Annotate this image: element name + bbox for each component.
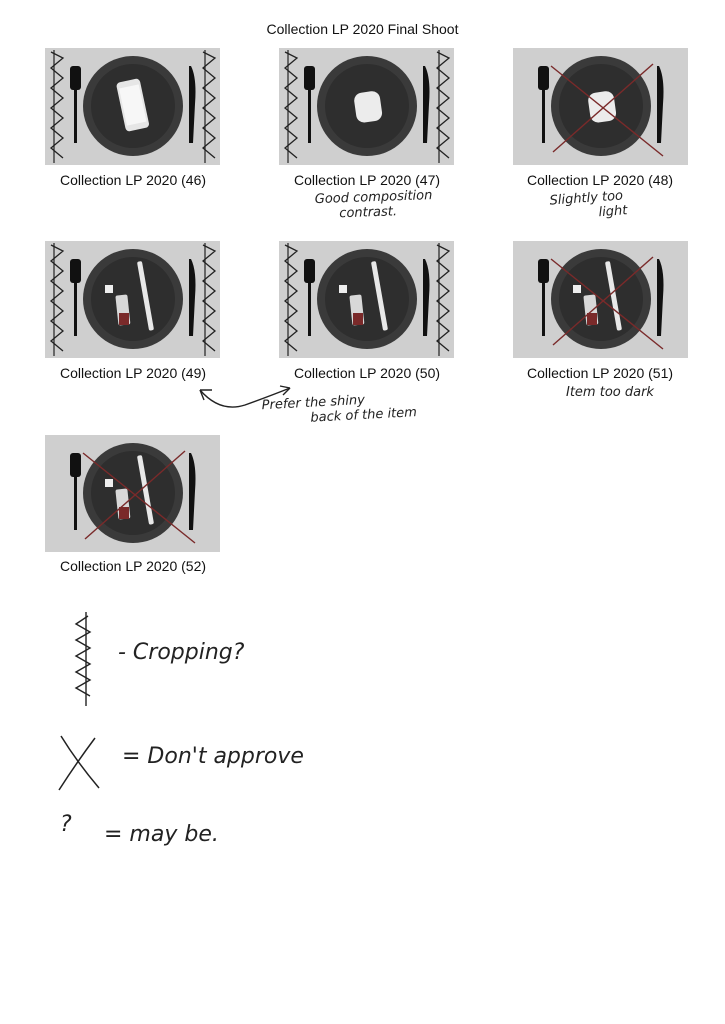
plate (325, 257, 409, 341)
photo-image (45, 48, 220, 165)
plate (91, 257, 175, 341)
legend-cropping-text: - Cropping? (118, 640, 245, 665)
note-arrow-icon (190, 378, 330, 423)
note-photo-48-line1: Slightly too (549, 188, 624, 209)
question-icon: ? (60, 812, 72, 837)
photo-image (513, 241, 688, 358)
photo-image (45, 435, 220, 552)
legend-maybe-text: = may be. (104, 822, 219, 847)
photo-47[interactable] (279, 48, 454, 165)
note-photo-51: Item too dark (566, 385, 654, 400)
note-photo-49-50-line2: back of the item (310, 405, 418, 426)
photo-46[interactable] (45, 48, 220, 165)
soap-icon (353, 90, 383, 123)
page-title: Collection LP 2020 Final Shoot (266, 21, 459, 37)
photo-caption-51: Collection LP 2020 (51) (526, 365, 674, 381)
note-photo-48-line2: light (598, 203, 628, 221)
photo-52[interactable] (45, 435, 220, 552)
photo-caption-47: Collection LP 2020 (47) (293, 172, 441, 188)
squiggle-icon (68, 610, 108, 710)
photo-caption-46: Collection LP 2020 (46) (59, 172, 207, 188)
photo-image (279, 241, 454, 358)
photo-caption-50: Collection LP 2020 (50) (293, 365, 441, 381)
photo-caption-48: Collection LP 2020 (48) (526, 172, 674, 188)
note-photo-47-line1: Good composition (314, 188, 433, 208)
photo-caption-52: Collection LP 2020 (52) (59, 558, 207, 574)
photo-image (45, 241, 220, 358)
photo-caption-49: Collection LP 2020 (49) (59, 365, 207, 381)
cross-icon (55, 732, 103, 792)
photo-51[interactable] (513, 241, 688, 358)
note-photo-47 (315, 186, 496, 222)
photo-48[interactable] (513, 48, 688, 165)
photo-49[interactable] (45, 241, 220, 358)
photo-image (279, 48, 454, 165)
note-photo-47-line2: contrast. (339, 204, 398, 222)
photo-50[interactable] (279, 241, 454, 358)
note-photo-49-50-line1: Prefer the shiny (261, 392, 366, 414)
photo-image (513, 48, 688, 165)
legend-dont-approve-text: = Don't approve (122, 744, 304, 769)
note-photo-48 (549, 182, 711, 223)
